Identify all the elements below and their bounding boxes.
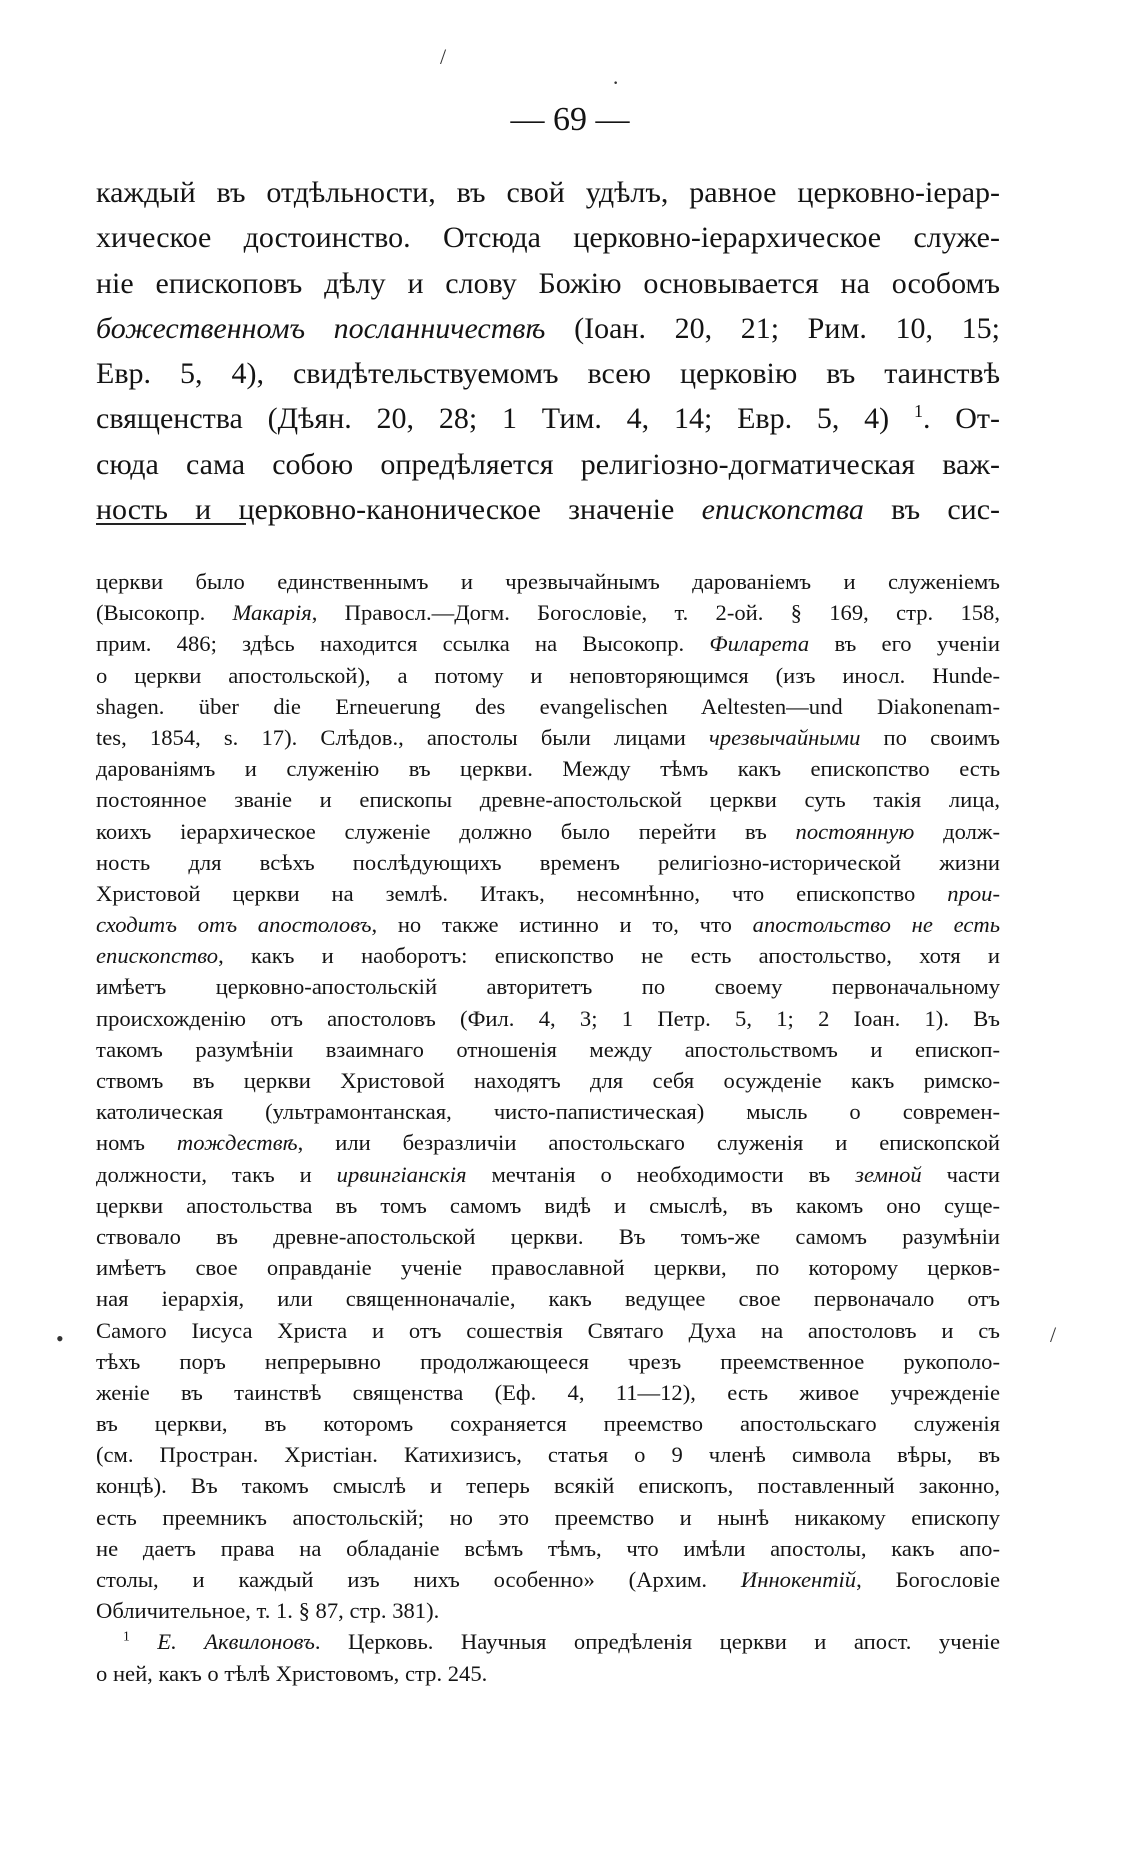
- footnote-line: [96, 909, 1000, 940]
- emphasis: сходитъ отъ апостоловъ: [96, 912, 372, 938]
- footnote-line: въ церкви, въ которомъ сохраняется преемство апостольскаго служенія: [96, 1411, 1000, 1437]
- text-span: , Богословіе: [856, 1567, 1000, 1592]
- footnote-line: Обличительное, т. 1. § 87, стр. 381).: [96, 1598, 440, 1624]
- emphasis: божественномъ посланничествѣ: [96, 311, 546, 345]
- footnote-line: [96, 878, 1000, 909]
- footnote-line: тѣхъ поръ непрерывно продолжающееся чрезъ преемственное рукополо-: [96, 1348, 1000, 1374]
- text-span: священства (Дѣян. 20, 28; 1 Тим. 4, 14; Евр. 5, 4): [96, 402, 890, 436]
- main-line: сюда сама собою опредѣляется религіозно-догматическая важ-: [96, 447, 1000, 481]
- emphasis: тождествѣ: [176, 1130, 298, 1156]
- footnote-line: концѣ). Въ такомъ смыслѣ и теперь всякій епископъ, поставленный законно,: [96, 1473, 1000, 1499]
- footnote-line: Самого Іисуса Христа и отъ сошествія Святаго Духа на апостоловъ и съ: [96, 1317, 1000, 1343]
- footnote-divider: [96, 523, 246, 525]
- footnote-line: дарованіямъ и служенію въ церкви. Между тѣмъ какъ епископство есть: [96, 756, 1000, 782]
- text-span: должности, такъ и: [96, 1161, 312, 1187]
- footnote-line: имѣетъ церковно-апостольскій авторитетъ по своему первоначальному: [96, 974, 1000, 1000]
- text-span: , или безразличіи апостольскаго служенія и епископской: [297, 1130, 1000, 1156]
- footnote-line: [96, 816, 1000, 847]
- emphasis: земной: [855, 1161, 922, 1187]
- text-span: , Правосл.—Догм. Богословіе, т. 2-ой. § 169, стр. 158,: [311, 600, 1000, 626]
- text-span: (Высокопр.: [96, 600, 206, 626]
- emphasis: Е. Аквилоновъ: [157, 1629, 315, 1655]
- footnote-1-line: о ней, какъ о тѣлѣ Христовомъ, стр. 245.: [96, 1660, 488, 1686]
- scan-speck: •: [56, 1326, 64, 1351]
- text-span: номъ: [96, 1130, 145, 1156]
- footnote-line: такомъ разумѣніи взаимнаго отношенія между апостольствомъ и епископ-: [96, 1036, 1000, 1062]
- text-span: . От-: [922, 402, 1001, 436]
- text-span: ность и церковно-каноническое значеніе: [96, 493, 675, 527]
- footnote-line: женіе въ таинствѣ священства (Еф. 4, 11—12), есть живое учрежденіе: [96, 1379, 1000, 1405]
- main-line: каждый въ отдѣльности, въ свой удѣлъ, равное церковно-іерар-: [96, 176, 1000, 209]
- footnote-line: о церкви апостольской), а потому и неповторяющимся (изъ иносл. Hunde-: [96, 662, 1000, 688]
- emphasis: прои-: [947, 880, 1000, 906]
- footnote-line: церкви было единственнымъ и чрезвычайнымъ дарованіемъ и служеніемъ: [96, 569, 1000, 594]
- footnote-line: [96, 722, 1000, 753]
- footnote-marker: 1: [123, 1628, 130, 1644]
- footnote-line: постоянное званіе и епископы древне-апостольской церкви суть такія лица,: [96, 787, 1000, 813]
- footnote-line: ность для всѣхъ послѣдующихъ временъ религіозно-исторической жизни: [96, 849, 1000, 875]
- footnote-line: [96, 1127, 1000, 1158]
- text-span: части: [946, 1161, 1000, 1187]
- text-span: коихъ іерархическое служеніе должно было перейти въ: [96, 818, 767, 844]
- footnote-line: не даетъ права на обладаніе всѣмъ тѣмъ, что имѣли апостолы, какъ апо-: [96, 1535, 1000, 1561]
- footnote-line: католическая (ультрамонтанская, чисто-папистическая) мысль о современ-: [96, 1099, 1000, 1125]
- emphasis: ирвингіанскія: [336, 1161, 467, 1187]
- footnote-line: [96, 597, 1000, 628]
- text-span: мечтанія о необходимости въ: [491, 1161, 831, 1187]
- footnote-line: происхожденію отъ апостоловъ (Фил. 4, 3; 1 Петр. 5, 1; 2 Іоан. 1). Въ: [96, 1005, 1000, 1031]
- text-span: долж-: [943, 818, 1000, 844]
- page-number: — 69 —: [510, 101, 630, 138]
- main-text: [96, 170, 1000, 532]
- footnote-block: [96, 566, 1000, 1689]
- footnote-line: [96, 1564, 1000, 1595]
- footnote-1-line: [96, 1626, 1000, 1657]
- emphasis: Иннокентій: [740, 1567, 857, 1592]
- text-span: столы, и каждый изъ нихъ особенно» (Архим.: [96, 1567, 708, 1592]
- scan-speck: /: [1050, 1322, 1057, 1347]
- footnote-line: есть преемникъ апостольскій; но это преемство и нынѣ никакому епископу: [96, 1504, 1000, 1530]
- main-line: [96, 306, 1000, 351]
- scan-speck: /: [440, 44, 447, 69]
- text-span: прим. 486; здѣсь находится ссылка на Высокопр.: [96, 631, 685, 657]
- text-span: , но также истинно и то, что: [371, 912, 732, 938]
- text-span: tes, 1854, s. 17). Слѣдов., апостолы были лицами: [96, 724, 686, 750]
- text-span: по своимъ: [883, 724, 1000, 750]
- emphasis: чрезвычайными: [709, 724, 861, 750]
- main-line: [96, 487, 1000, 532]
- text-span: Христовой церкви на землѣ. Итакъ, несомнѣнно, что епископство: [96, 880, 916, 906]
- main-line: Евр. 5, 4), свидѣтельствуемомъ всею церковію въ таинствѣ: [96, 357, 1000, 391]
- footnote-line: церкви апостольства въ томъ самомъ видѣ и смыслѣ, въ какомъ оно суще-: [96, 1192, 1000, 1218]
- footnote-line: [96, 1159, 1000, 1190]
- main-line: [96, 396, 1000, 441]
- text-span: въ его ученіи: [834, 631, 1000, 657]
- footnote-line: [96, 940, 1000, 971]
- text-span: (Іоан. 20, 21; Рим. 10, 15;: [574, 311, 1001, 345]
- footnote-line: [96, 628, 1000, 659]
- footnote-line: shagen. über die Erneuerung des evangelischen Aeltesten—und Diakonenam-: [96, 693, 1000, 719]
- text-span: , какъ и наоборотъ: епископство не есть апостольство, хотя и: [218, 943, 1000, 969]
- footnote-line: (см. Простран. Христіан. Катихизисъ, статья о 9 членѣ символа вѣры, въ: [96, 1442, 1000, 1468]
- emphasis: постоянную: [795, 818, 915, 844]
- text-span: въ сис-: [891, 493, 1001, 527]
- main-line: ніе епископовъ дѣлу и слову Божію основывается на особомъ: [96, 266, 1000, 300]
- text-span: . Церковь. Научныя опредѣленія церкви и апост. ученіе: [314, 1629, 1000, 1655]
- emphasis: Макарія: [232, 600, 312, 626]
- scan-speck: ·: [612, 70, 620, 95]
- footnote-line: ная іерархія, или священноначаліе, какъ ведущее свое первоначало отъ: [96, 1286, 1000, 1312]
- main-line: хическое достоинство. Отсюда церковно-іерархическое служе-: [96, 221, 1000, 255]
- emphasis: Филарета: [709, 631, 810, 657]
- footnote-ref: 1: [913, 401, 923, 422]
- emphasis: апостольство не есть: [752, 912, 1000, 938]
- emphasis: епископства: [701, 493, 864, 527]
- footnote-line: ствовало въ древне-апостольской церкви. Въ томъ-же самомъ разумѣніи: [96, 1223, 1000, 1249]
- emphasis: епископство: [96, 943, 219, 969]
- footnote-line: имѣетъ свое оправданіе ученіе православной церкви, по которому церков-: [96, 1255, 1000, 1281]
- footnote-line: ствомъ въ церкви Христовой находятъ для себя осужденіе какъ римско-: [96, 1068, 1000, 1093]
